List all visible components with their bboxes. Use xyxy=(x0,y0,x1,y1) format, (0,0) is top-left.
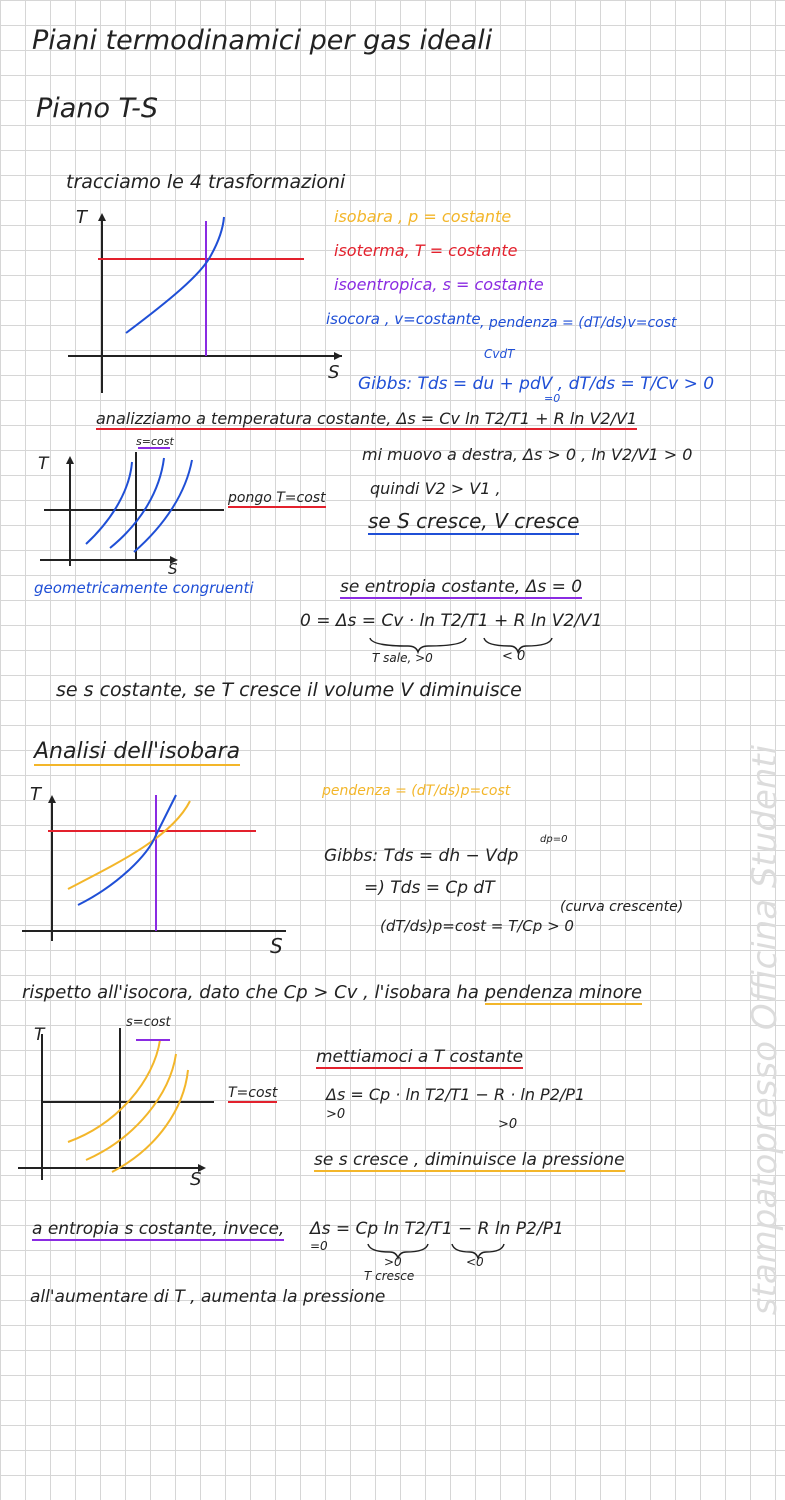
isobare-label-T-text: T=cost xyxy=(228,1085,278,1101)
compare-emphasis: pendenza minore xyxy=(484,982,643,1003)
isobare-axis-T: T xyxy=(34,1025,45,1045)
isobara-pendenza: pendenza = (dT/ds)p=cost xyxy=(322,783,511,799)
right-line-1: mi muovo a destra, Δs > 0 , ln V2/V1 > 0 xyxy=(362,445,693,464)
legend-pendenza: , pendenza = (dT/ds)v=cost xyxy=(480,315,677,331)
ts-diagram-isocore-family xyxy=(34,448,234,578)
section-heading-isobara-text: Analisi dell'isobara xyxy=(34,739,241,764)
plot2-caption: geometricamente congruenti xyxy=(34,579,254,597)
entropy-sub-3: <0 xyxy=(466,1255,484,1269)
axis-label-T: T xyxy=(76,207,87,228)
entropy-sub-0: =0 xyxy=(310,1239,328,1253)
constant-T-title xyxy=(316,1048,523,1067)
analysis-text: analizziamo a temperatura costante, Δs = Cv ln T2/T1 + R ln V2/V1 xyxy=(96,409,638,428)
isobara-gibbs: Gibbs: Tds = dh − Vdp xyxy=(324,846,519,866)
right-line-3 xyxy=(368,510,579,532)
isobara-slope: (dT/ds)p=cost = T/Cp > 0 xyxy=(380,917,574,935)
constant-T-eq: Δs = Cp · ln T2/T1 − R · ln P2/P1 xyxy=(326,1085,586,1104)
isobara-gibbs-sup: dp=0 xyxy=(540,834,568,845)
entropy-sub-2: T cresce xyxy=(364,1269,415,1283)
ts-diagram-four-transformations xyxy=(60,205,350,395)
entropy-constant xyxy=(340,578,582,597)
plot2-label-s-cost: s=cost xyxy=(136,435,174,448)
entropy-sub-1: >0 xyxy=(384,1255,402,1269)
gibbs-below-note: =0 xyxy=(544,392,561,405)
watermark: stampatopresso Officina Studenti xyxy=(745,744,785,1316)
constant-T-sub1: >0 xyxy=(326,1107,346,1122)
section-heading-ts: Piano T-S xyxy=(36,93,159,124)
ts-diagram-isobara xyxy=(22,785,292,945)
constant-T-title-text: mettiamoci a T costante xyxy=(316,1047,524,1067)
axis-label-S: S xyxy=(328,362,340,383)
entropy-constant-isobara-text: a entropia s costante, invece, xyxy=(32,1219,285,1239)
section-heading-isobara xyxy=(34,740,240,764)
eq-zero: 0 = Δs = Cv · ln T2/T1 + R ln V2/V1 xyxy=(300,611,603,631)
isobara-axis-S: S xyxy=(270,934,283,958)
entropy-constant-text: se entropia costante, Δs = 0 xyxy=(340,577,583,597)
isobare-axis-S: S xyxy=(190,1169,202,1190)
constant-T-conclusion-text: se s cresce , diminuisce la pressione xyxy=(314,1150,625,1170)
isobara-tds: =) Tds = Cp dT xyxy=(364,878,495,898)
constant-T-sub2: >0 xyxy=(498,1117,518,1132)
compare-text: rispetto all'isocora, dato che Cp > Cv , l'isobara ha xyxy=(22,982,479,1003)
entropy-constant-isobara xyxy=(32,1220,284,1239)
plot2-label-T-text: pongo T=cost xyxy=(228,490,326,506)
entropy-eq: Δs = Cp ln T2/T1 − R ln P2/P1 xyxy=(310,1219,564,1239)
analysis-constant-T xyxy=(96,410,637,428)
legend-isoentropica: isoentropica, s = costante xyxy=(334,275,544,294)
final-statement: all'aumentare di T , aumenta la pressione xyxy=(30,1287,386,1307)
gibbs-above-note: CvdT xyxy=(484,347,515,361)
isobare-label-s-cost: s=cost xyxy=(126,1015,171,1030)
ts-diagram-isobare-family xyxy=(18,1024,218,1184)
gibbs-isocora: Gibbs: Tds = du + pdV , dT/ds = T/Cv > 0 xyxy=(358,374,715,394)
isobara-slope-note: (curva crescente) xyxy=(560,899,684,915)
intro-text: tracciamo le 4 trasformazioni xyxy=(66,171,346,193)
right-line-3-text: se S cresce, V cresce xyxy=(368,509,580,533)
plot2-axis-S: S xyxy=(168,560,178,578)
eq-zero-brace-2: < 0 xyxy=(502,649,526,664)
legend-isoterma: isoterma, T = costante xyxy=(334,241,518,260)
plot2-axis-T: T xyxy=(38,454,49,474)
page-title: Piani termodinamici per gas ideali xyxy=(32,25,493,56)
constant-T-conclusion xyxy=(314,1151,625,1170)
isobara-axis-T: T xyxy=(30,784,41,805)
plot2-label-T-cost xyxy=(228,491,326,506)
right-line-2: quindi V2 > V1 , xyxy=(370,479,501,498)
isobare-label-T-cost xyxy=(228,1086,277,1101)
legend-isobara: isobara , p = costante xyxy=(334,207,512,226)
legend-isocora: isocora , v=costante xyxy=(326,310,481,328)
compare-isocora xyxy=(22,983,642,1003)
conclusion-ts: se s costante, se T cresce il volume V diminuisce xyxy=(56,679,522,701)
eq-zero-brace-1: T sale, >0 xyxy=(372,651,433,665)
